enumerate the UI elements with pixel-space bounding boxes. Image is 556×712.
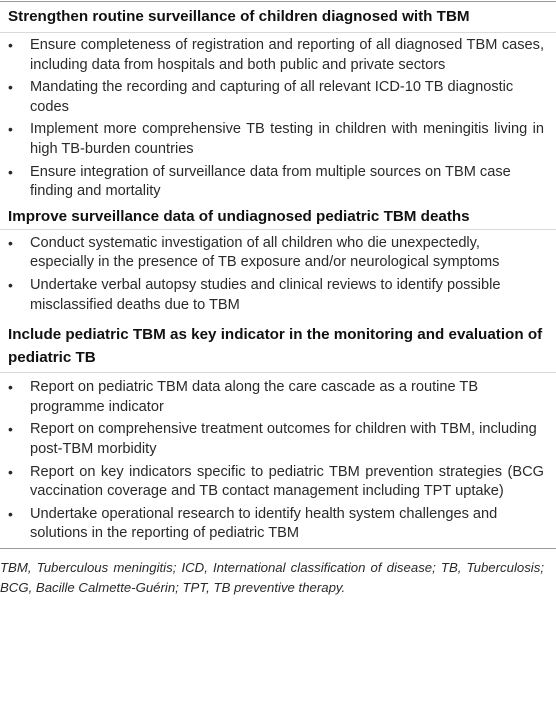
bullet-icon: • <box>8 379 13 396</box>
list-item <box>8 420 544 459</box>
section-undiagnosed-deaths <box>8 205 544 315</box>
bullet-icon: • <box>8 276 13 293</box>
section-routine-surveillance <box>8 2 544 202</box>
bullet-icon: • <box>8 163 13 180</box>
list-item-text: Report on key indicators specific to pediatric TBM prevention strategies (BCG vaccination coverage and TB contact management including TPT uptake) <box>30 463 544 500</box>
bullet-list <box>8 33 544 202</box>
table-body <box>0 2 556 544</box>
list-item-text: Undertake operational research to identify health system challenges and solutions in the reporting of pediatric TBM <box>30 505 498 542</box>
list-item <box>8 120 544 159</box>
section-heading: Include pediatric TBM as key indicator in the monitoring and evaluation of pediatric TB <box>8 326 543 367</box>
section-monitoring-evaluation <box>8 318 544 544</box>
bullet-list <box>8 373 544 544</box>
list-item <box>8 505 544 544</box>
bullet-icon: • <box>8 234 13 251</box>
list-item <box>8 378 544 417</box>
section-heading: Improve surveillance data of undiagnosed pediatric TBM deaths <box>8 207 470 225</box>
list-item <box>8 36 544 75</box>
bullet-icon: • <box>8 121 13 138</box>
list-item <box>8 463 544 502</box>
list-item-text: Ensure completeness of registration and reporting of all diagnosed TBM cases, including data from hospitals and both public and private sectors <box>30 37 544 73</box>
table-footnote: TBM, Tuberculous meningitis; ICD, International classification of disease; TB, Tuberculosis; BCG, Bacille Calmette-Guérin; TPT, TB preventive therapy. <box>0 559 544 595</box>
list-item-text: Report on comprehensive treatment outcomes for children with TBM, including post-TBM morbidity <box>30 421 537 457</box>
list-item-text: Report on pediatric TBM data along the care cascade as a routine TB programme indicator <box>30 379 479 415</box>
bullet-icon: • <box>8 463 13 480</box>
list-item-text: Ensure integration of surveillance data from multiple sources on TBM case finding and mortality <box>30 163 511 200</box>
bullet-icon: • <box>8 505 13 522</box>
list-item <box>8 234 544 273</box>
bullet-icon: • <box>8 421 13 438</box>
list-item <box>8 276 544 315</box>
list-item-text: Undertake verbal autopsy studies and clinical reviews to identify possible misclassified deaths due to TBM <box>30 276 501 313</box>
bullet-icon: • <box>8 37 13 53</box>
bullet-icon: • <box>8 79 13 96</box>
list-item-text: Mandating the recording and capturing of all relevant ICD-10 TB diagnostic codes <box>30 79 514 115</box>
list-item <box>8 163 544 202</box>
bullet-list <box>8 230 544 315</box>
list-item-text: Implement more comprehensive TB testing in children with meningitis living in high TB-burden countries <box>30 121 544 157</box>
section-heading: Strengthen routine surveillance of children diagnosed with TBM <box>8 8 470 25</box>
list-item-text: Conduct systematic investigation of all children who die unexpectedly, especially in the presence of TB exposure and/or neurological symptoms <box>30 234 500 271</box>
list-item <box>8 78 544 117</box>
